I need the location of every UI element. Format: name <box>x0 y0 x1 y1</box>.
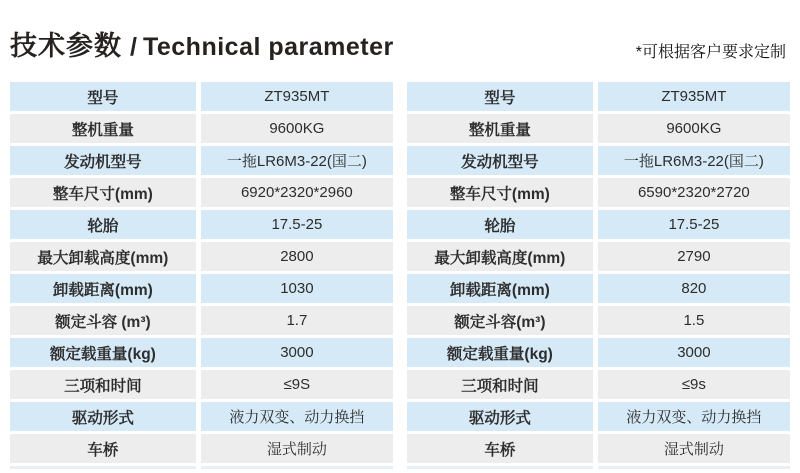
spec-table-left <box>10 82 393 469</box>
table-row <box>407 402 790 431</box>
param-value: 1030 <box>201 274 393 303</box>
param-label: 额定载重量(kg) <box>10 338 196 367</box>
table-row <box>407 370 790 399</box>
param-value: 湿式制动 <box>598 434 790 463</box>
table-row <box>10 402 393 431</box>
page-title-chinese: 技术参数 <box>10 31 122 61</box>
param-value: 17.5-25 <box>201 210 393 239</box>
table-row <box>407 338 790 367</box>
param-value: 2800 <box>201 242 393 271</box>
table-row <box>10 434 393 463</box>
param-value: 3000 <box>201 338 393 367</box>
param-value: ZT935MT <box>201 82 393 111</box>
table-row <box>407 114 790 143</box>
param-label: 额定斗容 (m³) <box>10 306 196 335</box>
param-value: 液力双变、动力换挡 <box>201 402 393 431</box>
param-value: 820 <box>598 274 790 303</box>
param-value: 9600KG <box>201 114 393 143</box>
table-row <box>10 338 393 367</box>
page-title <box>10 24 394 64</box>
table-row <box>10 242 393 271</box>
param-value: 湿式制动 <box>201 434 393 463</box>
param-value: 1.7 <box>201 306 393 335</box>
param-label: 型号 <box>407 82 593 111</box>
page-title-divider: / <box>130 33 137 61</box>
param-label: 整车尺寸(mm) <box>407 178 593 207</box>
param-label: 驱动形式 <box>10 402 196 431</box>
param-label: 额定载重量(kg) <box>407 338 593 367</box>
table-row <box>407 146 790 175</box>
spec-tables-container <box>0 82 800 469</box>
table-row <box>10 210 393 239</box>
param-label: 整机重量 <box>407 114 593 143</box>
customization-note: *可根据客户要求定制 <box>635 44 786 61</box>
param-label: 三项和时间 <box>407 370 593 399</box>
param-value: ≤9s <box>598 370 790 399</box>
page-header <box>0 0 800 64</box>
param-label: 车桥 <box>407 434 593 463</box>
table-row <box>407 210 790 239</box>
param-label: 额定斗容(m³) <box>407 306 593 335</box>
param-value: 一拖LR6M3-22(国二) <box>201 146 393 175</box>
param-label: 最大卸载高度(mm) <box>407 242 593 271</box>
table-row <box>10 146 393 175</box>
param-label: 发动机型号 <box>407 146 593 175</box>
param-label: 卸载距离(mm) <box>407 274 593 303</box>
param-label: 轮胎 <box>407 210 593 239</box>
table-row <box>10 274 393 303</box>
table-row <box>10 178 393 207</box>
table-row <box>10 370 393 399</box>
param-value: 1.5 <box>598 306 790 335</box>
param-label: 三项和时间 <box>10 370 196 399</box>
param-label: 发动机型号 <box>10 146 196 175</box>
param-value: 6590*2320*2720 <box>598 178 790 207</box>
param-value: 2790 <box>598 242 790 271</box>
table-row <box>407 306 790 335</box>
param-label: 驱动形式 <box>407 402 593 431</box>
param-value: ≤9S <box>201 370 393 399</box>
page-title-english: Technical parameter <box>142 33 394 61</box>
param-value: 17.5-25 <box>598 210 790 239</box>
param-value: 6920*2320*2960 <box>201 178 393 207</box>
spec-table-right <box>407 82 790 469</box>
param-label: 卸载距离(mm) <box>10 274 196 303</box>
table-row <box>10 82 393 111</box>
table-row <box>407 242 790 271</box>
param-label: 车桥 <box>10 434 196 463</box>
cutoff-next-row <box>10 466 393 469</box>
table-row <box>407 434 790 463</box>
param-label: 整机重量 <box>10 114 196 143</box>
cutoff-next-row <box>407 466 790 469</box>
param-label: 整车尺寸(mm) <box>10 178 196 207</box>
table-row <box>407 178 790 207</box>
param-label: 最大卸载高度(mm) <box>10 242 196 271</box>
param-value: 液力双变、动力换挡 <box>598 402 790 431</box>
param-value: 一拖LR6M3-22(国二) <box>598 146 790 175</box>
table-row <box>10 114 393 143</box>
table-row <box>407 82 790 111</box>
param-value: ZT935MT <box>598 82 790 111</box>
param-value: 3000 <box>598 338 790 367</box>
table-row <box>407 274 790 303</box>
param-label: 型号 <box>10 82 196 111</box>
param-label: 轮胎 <box>10 210 196 239</box>
param-value: 9600KG <box>598 114 790 143</box>
table-row <box>10 306 393 335</box>
